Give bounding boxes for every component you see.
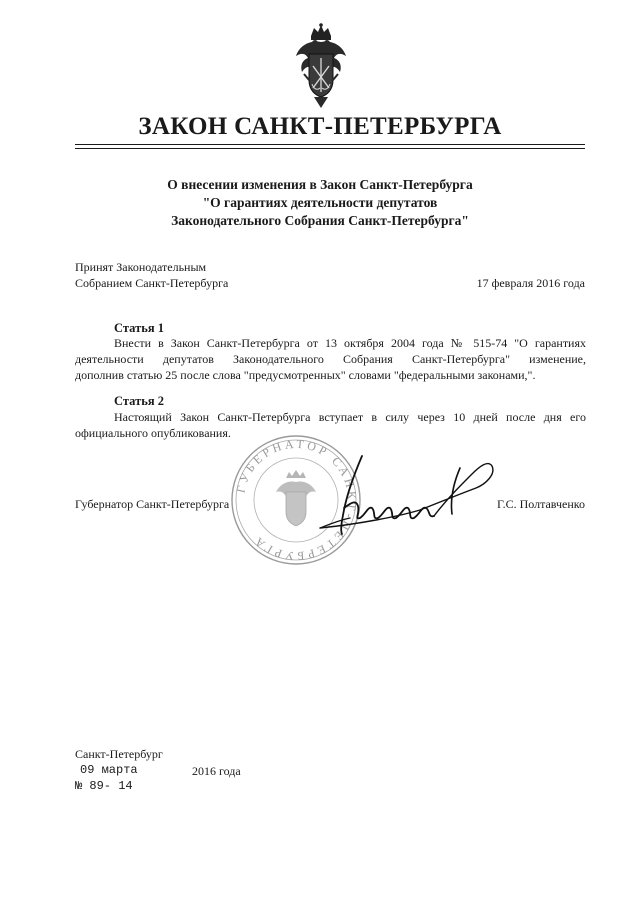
adopted-line-2: Собранием Санкт-Петербурга xyxy=(75,276,229,290)
article-1-line-2: деятельности депутатов Законодательного Собрания Санкт-Петербурга" изменение, xyxy=(75,352,586,366)
article-2-heading: Статья 2 xyxy=(114,394,164,408)
article-2-line-2: официального опубликования. xyxy=(75,426,231,440)
title-rule-thick xyxy=(75,144,585,145)
title-rule-thin xyxy=(75,148,585,149)
footer-number: № 89- 14 xyxy=(75,779,133,793)
seal-text: ГУБЕРНАТОР САНКТ-ПЕТЕРБУРГА xyxy=(233,436,360,564)
adopted-line-1: Принят Законодательным xyxy=(75,260,207,274)
subject-line-1: О внесении изменения в Закон Санкт-Петербурга xyxy=(167,177,473,192)
article-1-heading: Статья 1 xyxy=(114,321,164,335)
signature-name: Г.С. Полтавченко xyxy=(496,497,585,511)
handwritten-signature-icon xyxy=(300,448,500,538)
footer-day-month: 09 марта xyxy=(80,763,138,777)
adopted-date: 17 февраля 2016 года xyxy=(476,276,585,290)
subject-line-2: "О гарантиях деятельности депутатов xyxy=(202,195,438,210)
subject-line-3: Законодательного Собрания Санкт-Петербурга" xyxy=(171,213,469,228)
article-2-line-1: Настоящий Закон Санкт-Петербурга вступает в силу через 10 дней после дня его xyxy=(114,410,586,424)
footer-city: Санкт-Петербург xyxy=(75,747,163,761)
signature-position: Губернатор Санкт-Петербурга xyxy=(75,497,230,511)
page-title: ЗАКОН САНКТ-ПЕТЕРБУРГА xyxy=(138,113,502,140)
coat-of-arms-icon xyxy=(292,22,350,110)
footer-year: 2016 года xyxy=(192,764,241,778)
article-1-line-1: Внести в Закон Санкт-Петербурга от 13 октября 2004 года № 515-74 "О гарантиях xyxy=(114,336,586,350)
article-1-line-3: дополнив статью 25 после слова "предусмотренных" словами "федеральными законами,". xyxy=(75,368,536,382)
